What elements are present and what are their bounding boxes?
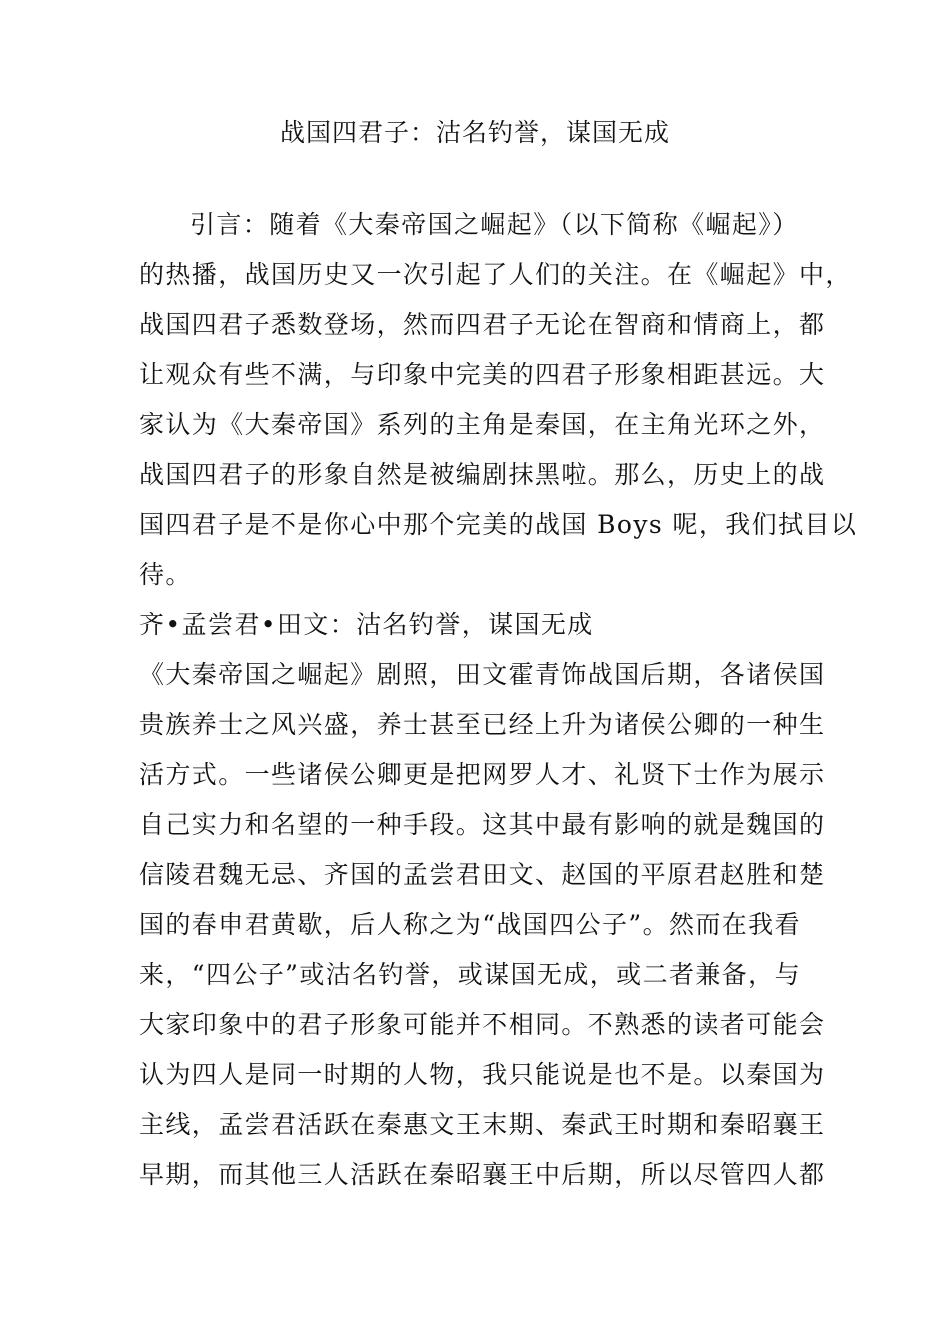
intro-line: 国四君子是不是你心中那个完美的战国 Boys 呢，我们拭目以 [139,510,858,539]
body-line: 贵族养士之风兴盛，养士甚至已经上升为诸侯公卿的一种生 [139,710,826,739]
intro-line: 的热播，战国历史又一次引起了人们的关注。在《崛起》中， [139,260,852,289]
section-heading: 齐•孟尝君•田文：沽名钓誉，谋国无成 [139,610,594,639]
body-line: 国的春申君黄歇，后人称之为“战国四公子”。然而在我看 [139,910,801,939]
body-line: 活方式。一些诸侯公卿更是把网罗人才、礼贤下士作为展示 [139,760,826,789]
body-line: 自己实力和名望的一种手段。这其中最有影响的就是魏国的 [139,810,826,839]
body-line: 认为四人是同一时期的人物，我只能说是也不是。以秦国为 [139,1060,826,1089]
document-title: 战国四君子：沽名钓誉，谋国无成 [279,118,670,147]
body-line: 《大秦帝国之崛起》剧照，田文霍青饰战国后期，各诸侯国 [139,660,826,689]
intro-line: 引言：随着《大秦帝国之崛起》（以下简称《崛起》） [190,210,799,239]
intro-line: 战国四君子悉数登场，然而四君子无论在智商和情商上，都 [139,310,826,339]
body-line: 主线，孟尝君活跃在秦惠文王末期、秦武王时期和秦昭襄王 [139,1110,826,1139]
body-line: 来，“四公子”或沽名钓誉，或谋国无成，或二者兼备，与 [139,960,801,989]
intro-line: 家认为《大秦帝国》系列的主角是秦国，在主角光环之外， [139,410,826,439]
body-line: 信陵君魏无忌、齐国的孟尝君田文、赵国的平原君赵胜和楚 [139,860,826,889]
body-line: 大家印象中的君子形象可能并不相同。不熟悉的读者可能会 [139,1010,826,1039]
intro-line: 战国四君子的形象自然是被编剧抹黑啦。那么，历史上的战 [139,460,826,489]
intro-line: 让观众有些不满，与印象中完美的四君子形象相距甚远。大 [139,360,826,389]
intro-line: 待。 [139,560,192,589]
body-line: 早期，而其他三人活跃在秦昭襄王中后期，所以尽管四人都 [139,1160,826,1189]
